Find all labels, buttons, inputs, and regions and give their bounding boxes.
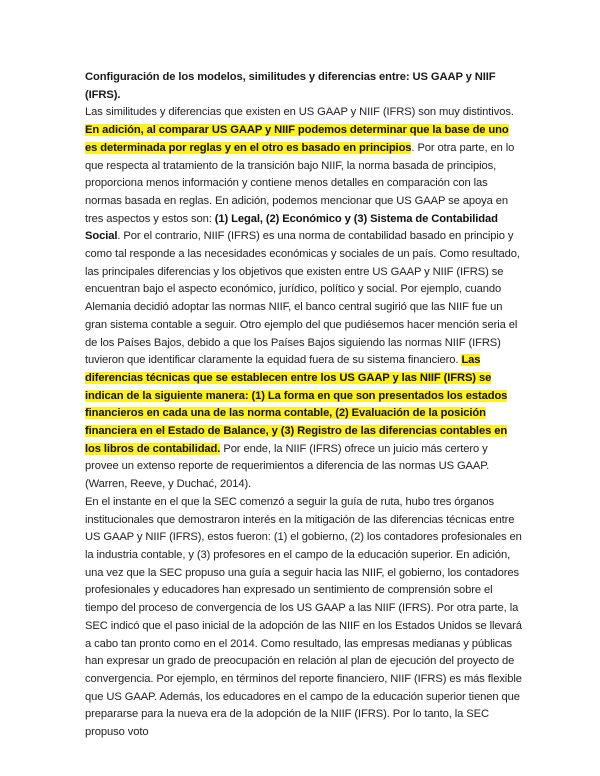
paragraph-1-sentence-1: Las similitudes y diferencias que existen en US GAAP y NIIF (IFRS) son muy distintivos. — [85, 106, 514, 119]
document-body — [85, 69, 523, 742]
paragraph-2: En el instante en el que la SEC comenzó a seguir la guía de ruta, hubo tres órganos institucionales que demostraron interés en la mitigación de las diferencias técnicas entre US GAAP y NIIF (IFRS), estos fueron: (1) el gobierno, (2) los contadores profesionales en la industria contable, y (3) profesores en el campo de la educación superior. En adición, una vez que la SEC propuso una guía a seguir hacia las NIIF, el gobierno, los contadores profesionales y educadores han expresado un sentimiento de comprensión sobre el tiempo del proceso de convergencia de los US GAAP a las NIIF (IFRS). Por otra parte, la SEC indicó que el paso inicial de la adopción de las NIIF en los Estados Unidos se llevará a cabo tan pronto como en el 2014. Como resultado, las empresas medianas y públicas han expresar un grado de preocupación en relación al plan de ejecución del proyecto de convergencia. Por ejemplo, en términos del reporte financiero, NIIF (IFRS) es más flexible que US GAAP. Además, los educadores en el campo de la educación superior tienen que prepararse para la nueva era de la adopción de la NIIF (IFRS). Por lo tanto, la SEC propuso voto — [85, 495, 522, 739]
highlight-2: Las diferencias técnicas que se establecen entre los US GAAP y las NIIF (IFRS) se indican de la siguiente manera: (1) La forma en que son presentados los estados financieros en cada una de las norma contable, (2) Evaluación de la posición financiera en el Estado de Balance, y (3) Registro de las diferencias contables en los libros de contabilidad. — [85, 354, 508, 455]
paragraph-1 — [85, 104, 523, 493]
highlight-1: En adición, al comparar US GAAP y NIIF podemos determinar que la base de uno es determinada por reglas y en el otro es basado en principios — [85, 124, 509, 154]
bold-aspects: (1) Legal, (2) Económico y (3) Sistema de Contabilidad Social — [85, 212, 498, 243]
paragraph-1-sentence-4: Por ende, la NIIF (IFRS) ofrece un juicio más certero y provee un extenso reporte de requerimientos a diferencia de las normas US GAAP. (Warren, Reeve, y Duchać, 2014). — [85, 442, 490, 491]
document-title: Configuración de los modelos, similitudes y diferencias entre: US GAAP y NIIF (IFRS). — [85, 71, 496, 101]
paragraph-1-sentence-3: . Por el contrario, NIIF (IFRS) es una norma de contabilidad basado en principio y como tal responde a las necesidades económicas y sociales de un país. Como resultado, las principales diferencias y los objetivos que existen entre US GAAP y NIIF (IFRS) se encuentran bajo el aspecto económico, jurídico, político y social. Por ejemplo, cuando Alemania decidió adoptar las normas NIIF, el banco central sugirió que las NIIF fue un gran sistema contable a seguir. Otro ejemplo del que pudiésemos hacer mención seria el de los Países Bajos, debido a que los Países Bajos siguiendo las normas NIIF (IFRS) tuvieron que identificar claramente la equidad fuera de su sistema financiero. — [85, 230, 520, 367]
paragraph-1-sentence-2: . Por otra parte, en lo que respecta al tratamiento de la transición bajo NIIF, la norma basada de principios, proporciona menos información y contiene menos detalles en comparación con las normas basada en reglas. En adición, podemos mencionar que US GAAP se apoya en tres aspectos y estos son: — [85, 141, 515, 225]
